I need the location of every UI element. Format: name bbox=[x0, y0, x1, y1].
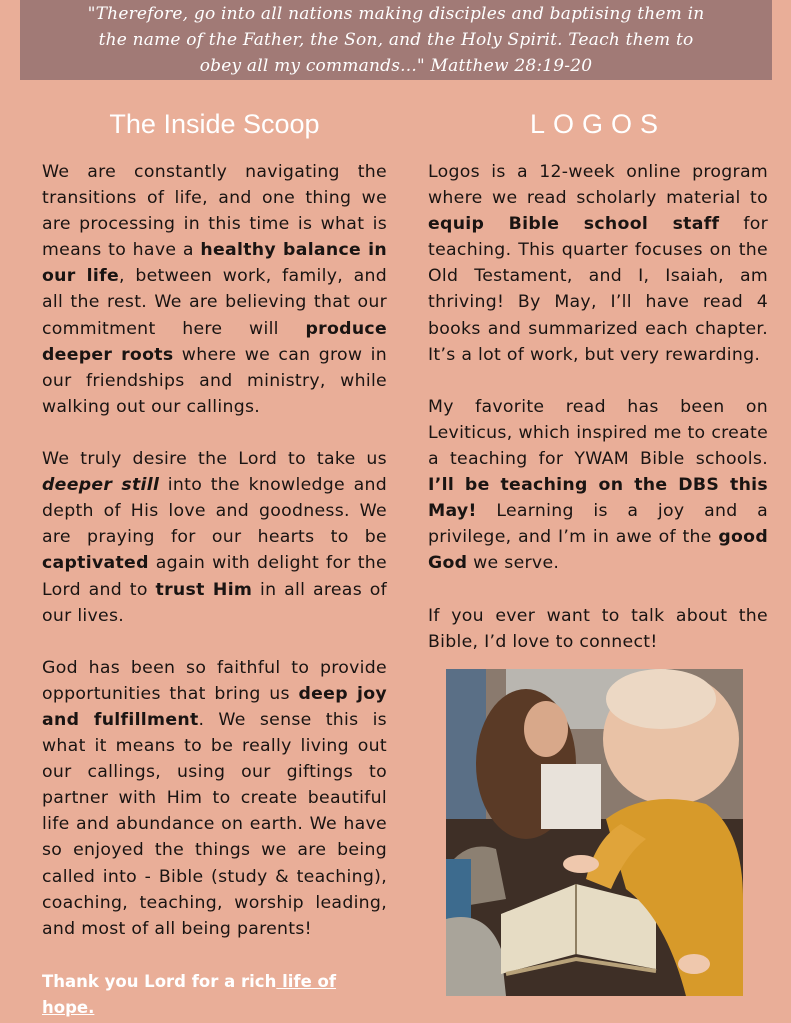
inside-scoop-paragraph-1: We are constantly navigating the transitions of life, and one thing we are processing in this time is what is means to have a healthy balance in our life, between work, family, and all the rest. We are believing that our commitment here will produce deeper roots where we can grow in our friendships and ministry, while walking out our callings. bbox=[42, 162, 388, 417]
thanks-line: Thank you Lord for a rich life of hope. bbox=[42, 972, 337, 1017]
scripture-line-1: "Therefore, go into all nations making disciples and baptising them in bbox=[87, 4, 705, 24]
inside-scoop-heading: The Inside Scoop bbox=[109, 109, 320, 139]
life-of-hope-link[interactable]: life of hope. bbox=[42, 972, 337, 1017]
scripture-line-3: obey all my commands..." Matthew 28:19-20 bbox=[199, 56, 593, 76]
logos-column bbox=[428, 159, 768, 681]
logos-paragraph-3: If you ever want to talk about the Bible, I’d love to connect! bbox=[428, 605, 768, 652]
scripture-line-2: the name of the Father, the Son, and the Holy Spirit. Teach them to bbox=[98, 30, 694, 50]
logos-paragraph-1: Logos is a 12-week online program where we read scholarly material to equip Bible school staff for teaching. This quarter focuses on the Old Testament, and I, Isaiah, am thriving! By May, I’ll have read 4 books and summarized each chapter. It’s a lot of work, but very rewarding. bbox=[428, 162, 768, 365]
baby-with-bible-photo bbox=[446, 669, 743, 996]
photo-illustration bbox=[446, 669, 743, 996]
inside-scoop-column bbox=[42, 159, 387, 968]
scripture-banner bbox=[20, 0, 772, 80]
logos-paragraph-2: My favorite read has been on Leviticus, which inspired me to create a teaching for YWAM Bible schools. I’ll be teaching on the DBS this May! Learning is a joy and a privilege, and I’m in awe of the good God we serve. bbox=[428, 396, 768, 574]
logos-heading: LOGOS bbox=[529, 109, 667, 139]
inside-scoop-paragraph-2: We truly desire the Lord to take us deeper still into the knowledge and depth of His love and goodness. We are praying for our hearts to be captivated again with delight for the Lord and to trust Him in all areas of our lives. bbox=[42, 449, 388, 626]
inside-scoop-paragraph-3: God has been so faithful to provide opportunities that bring us deep joy and fulfillment. We sense this is what it means to be really living out our callings, using our giftings to partner with Him to create beautiful life and abundance on earth. We have so enjoyed the things we are being called into - Bible (study & teaching), coaching, teaching, worship leading, and most of all being parents! bbox=[42, 657, 387, 939]
